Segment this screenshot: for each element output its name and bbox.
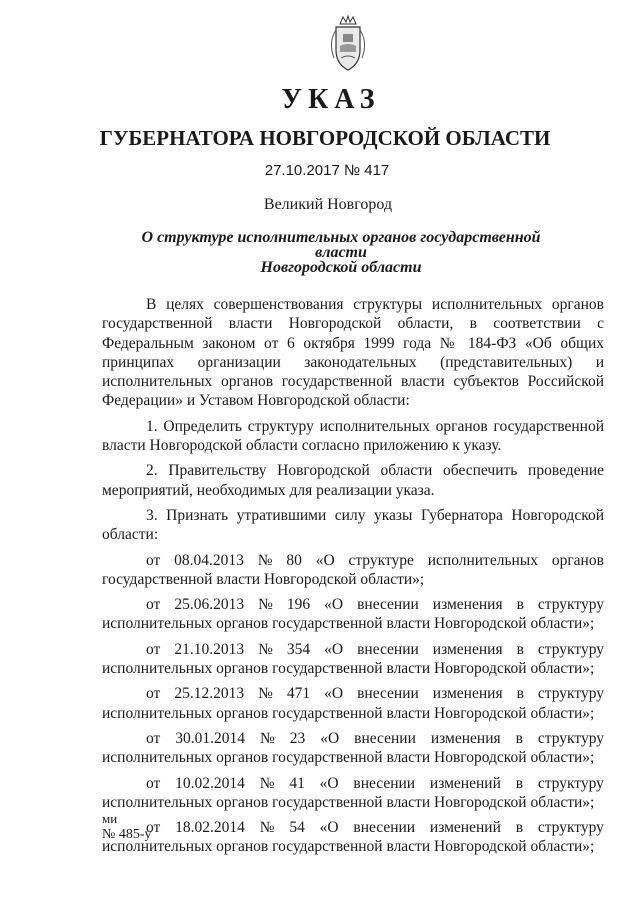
preamble-paragraph: В целях совершенствования структуры исполнительных органов государственной власти Новгородской области, в соответствии с Федеральным законом от 6 октября 1999 года № 184-ФЗ «Об общих принципах организации законодательных (представительных) и исполнительных органов государственной власти субъектов Российской Федерации» и Уставом Новгородской области: bbox=[102, 296, 604, 410]
executor-initials: ми bbox=[102, 811, 118, 826]
date-and-number: 27.10.2017 № 417 bbox=[264, 162, 390, 179]
repealed-decree-row: от 30.01.2014 № 23 «О внесении изменения в структуру bbox=[146, 729, 604, 747]
repealed-decree-continuation: государственной власти Новгородской области»; bbox=[102, 570, 425, 588]
repealed-decree-continuation: исполнительных органов государственной власти Новгородской области»; bbox=[102, 793, 595, 811]
subject-line-2: Новгородской области bbox=[260, 259, 422, 276]
repealed-decree-continuation: исполнительных органов государственной власти Новгородской области»; bbox=[102, 704, 595, 722]
repealed-decree-row: от 10.02.2014 № 41 «О внесении изменений в структуру bbox=[146, 774, 604, 792]
repealed-decree-continuation: исполнительных органов государственной власти Новгородской области»; bbox=[102, 615, 595, 633]
repealed-decree-row: от 25.12.2013 № 471 «О внесении изменения в структуру bbox=[146, 685, 604, 703]
subject-heading bbox=[130, 230, 552, 275]
repealed-decree-row: от 18.02.2014 № 54 «О внесении изменений в структуру bbox=[146, 819, 604, 837]
coat-of-arms-emblem bbox=[326, 14, 370, 74]
item-2-paragraph: 2. Правительству Новгородской области обеспечить проведение мероприятий, необходимых для реализации указа. bbox=[102, 462, 604, 499]
city-name: Великий Новгород bbox=[263, 196, 393, 213]
subject-line-1: О структуре исполнительных органов государственной власти bbox=[141, 229, 541, 261]
repealed-decree-row: от 25.06.2013 № 196 «О внесении изменения в структуру bbox=[146, 596, 604, 614]
decree-body bbox=[102, 295, 604, 857]
repealed-decree-row: от 08.04.2013 № 80 «О структуре исполнительных органов bbox=[146, 551, 604, 569]
item-3-paragraph: 3. Признать утратившими силу указы Губернатора Новгородской области: bbox=[102, 506, 604, 544]
repealed-decree-row: от 21.10.2013 № 354 «О внесении изменения в структуру bbox=[146, 640, 604, 658]
registration-number: № 485-у bbox=[102, 827, 152, 842]
repealed-decree-continuation: исполнительных органов государственной власти Новгородской области»; bbox=[102, 749, 595, 767]
item-1-paragraph: 1. Определить структуру исполнительных органов государственной власти Новгородской области согласно приложению к указу. bbox=[102, 417, 604, 455]
repealed-decree-continuation: исполнительных органов государственной власти Новгородской области»; bbox=[102, 660, 595, 678]
document-type-title: УКАЗ bbox=[281, 84, 381, 115]
issuer-title: ГУБЕРНАТОРА НОВГОРОДСКОЙ ОБЛАСТИ bbox=[99, 126, 551, 150]
repealed-decree-continuation: исполнительных органов государственной власти Новгородской области»; bbox=[102, 838, 595, 856]
document-footer bbox=[102, 811, 152, 843]
